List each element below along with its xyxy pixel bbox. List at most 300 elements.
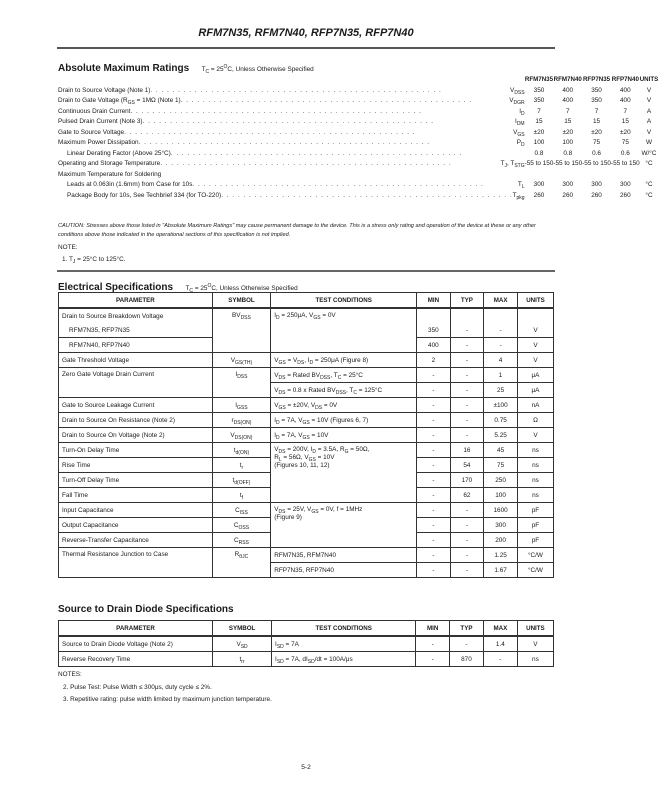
value-cell: - <box>484 323 518 338</box>
rating-unit: V <box>646 128 652 136</box>
parameter-cell: Gate Threshold Voltage <box>59 353 213 368</box>
dot-leader: . . . . . . . . . . . . . . . . . . . . . . . . . . . . . . . . . . . . . . . . . . . . . . . . . . . . . <box>170 149 463 157</box>
caution-text: CAUTION: Stresses above those listed in "Absolute Maximum Ratings" may cause permanent damage to the device. This is a stress only rating and operation of the device at these or any other conditions above those indicated in the operational sections of this specification is not implied. <box>58 223 536 238</box>
dot-leader: . . . . . . . . . . . . . . . . . . . . . . . . . . . . . . . . . . . . . . . . . . . . . . . . . . . . . <box>138 139 431 147</box>
abs-max-row <box>58 159 658 170</box>
rating-label-line <box>58 108 525 115</box>
table-row <box>59 503 554 518</box>
rating-value: 100 <box>562 139 574 147</box>
rating-value: 15 <box>621 118 629 126</box>
value-min: - <box>417 533 451 548</box>
empty-cell <box>582 169 611 180</box>
parameter-cell: Reverse-Transfer Capacitance <box>59 533 213 548</box>
parameter-cell: Source to Drain Diode Voltage (Note 2) <box>59 636 213 652</box>
value-min: - <box>417 428 451 443</box>
rating-label <box>58 190 525 201</box>
dot-leader: . . . . . . . . . . . . . . . . . . . . . . . . . . . . . . . . . . . . . . . . . . . . . . . . . . . . . <box>192 181 484 189</box>
value-typ: - <box>450 518 484 533</box>
abs-max-row <box>58 138 658 149</box>
rating-value: 100 <box>533 139 545 147</box>
condition-line: $R_L = 56\Omega$, $V_{GS} = 10V$ <box>274 454 335 463</box>
value-min: - <box>417 458 451 473</box>
parameter-variant: RFM7N40, RFP7N40 <box>59 338 213 353</box>
table-row <box>59 443 554 458</box>
value-max: 75 <box>484 458 518 473</box>
value-unit: μA <box>517 383 553 398</box>
rating-label-line <box>67 181 525 191</box>
value-min: - <box>417 383 451 398</box>
symbol-cell: $V_{DS(ON)}$ <box>212 428 271 443</box>
dot-leader: . . . . . . . . . . . . . . . . . . . . . . . . . . . . . . . . . . . . . . . . . . . . . . . . . . . . . <box>221 191 513 199</box>
value-max: 1600 <box>484 503 518 518</box>
value-unit: ns <box>517 473 553 488</box>
symbol-cell: $t_r$ <box>212 458 271 473</box>
rating-value: 75 <box>621 139 629 147</box>
value-unit: V <box>517 428 553 443</box>
table-header-row <box>59 621 554 637</box>
parameter-cell: Gate to Source Leakage Current <box>59 398 213 413</box>
symbol-cell: $BV_{DSS}$ <box>212 308 271 353</box>
value-max: 1.25 <box>484 548 518 563</box>
column-header: UNITS <box>517 621 553 637</box>
symbol-cell: $I_{GSS}$ <box>212 398 271 413</box>
value-max: 300 <box>484 518 518 533</box>
column-header: RFP7N40 <box>611 76 639 83</box>
rating-label <box>58 148 525 159</box>
column-header: MAX <box>484 293 518 309</box>
value-cell: - <box>450 338 484 353</box>
value-min: - <box>417 398 451 413</box>
rating-symbol: $V_{GS}$ <box>513 128 525 138</box>
rating-value: 260 <box>562 191 574 199</box>
table-row <box>59 548 554 563</box>
test-condition-cell: $V_{DS}$ = Rated $BV_{DSS}$, $T_C = 25^\circ C$ <box>271 368 417 383</box>
parameter-cell: Turn-On Delay Time <box>59 443 213 458</box>
rating-symbol: $T_L$ <box>517 181 525 191</box>
rating-symbol: $I_{DM}$ <box>515 118 525 128</box>
symbol-cell: $t_f$ <box>212 488 271 503</box>
symbol-cell: $C_{RSS}$ <box>212 533 271 548</box>
value-unit: ns <box>517 652 553 667</box>
value-unit: ns <box>517 458 553 473</box>
column-header: SYMBOL <box>213 621 272 637</box>
symbol-cell: $r_{DS(ON)}$ <box>212 413 271 428</box>
note-3: 3. Repetitive rating: pulse width limited by maximum junction temperature. <box>63 696 272 703</box>
table-row <box>59 428 554 443</box>
electrical-specs-title: Electrical Specifications <box>58 282 174 293</box>
value-min: - <box>417 563 451 578</box>
symbol-cell: $t_{d(ON)}$ <box>212 443 271 458</box>
rating-label <box>58 127 525 138</box>
symbol-cell: $C_{OSS}$ <box>212 518 271 533</box>
rating-name: Gate to Source Voltage <box>58 128 125 136</box>
rating-symbol: $T_J$, $T_{STG}$ <box>500 160 525 170</box>
abs-max-condition: $T_C = 25^OC$, Unless Otherwise Specified <box>201 64 314 75</box>
rating-value: 350 <box>533 97 545 105</box>
rating-name: Maximum Power Dissipation <box>58 139 139 147</box>
test-condition-cell: RFP7N35, RFP7N40 <box>271 563 417 578</box>
abs-max-header-row <box>58 74 658 85</box>
page-number: 5-2 <box>301 764 311 771</box>
diode-specs-title: Source to Drain Diode Specifications <box>58 604 234 615</box>
empty-cell <box>417 308 451 323</box>
empty-cell <box>484 308 518 323</box>
empty-cell <box>450 308 484 323</box>
abs-max-row <box>58 127 658 138</box>
rating-value: 7 <box>565 107 570 115</box>
rating-value: 0.6 <box>592 149 601 157</box>
table-row <box>59 413 554 428</box>
column-header: SYMBOL <box>212 293 271 309</box>
rating-label-line <box>58 160 525 170</box>
rating-value: 350 <box>533 86 545 94</box>
absolute-maximum-ratings-section <box>58 58 658 201</box>
rating-value: 15 <box>592 118 601 126</box>
rating-label <box>58 117 525 128</box>
value-min: - <box>416 636 450 652</box>
test-condition-cell: RFM7N35, RFM7N40 <box>271 548 417 563</box>
table-row <box>59 353 554 368</box>
value-min: - <box>417 488 451 503</box>
value-max: 5.25 <box>484 428 518 443</box>
rating-label-line <box>58 97 525 107</box>
column-header: TEST CONDITIONS <box>272 621 416 637</box>
value-unit: °C/W <box>517 548 553 563</box>
empty-cell <box>525 169 554 180</box>
empty-cell <box>517 308 553 323</box>
test-condition-cell: $I_{SD} = 7A$ <box>272 636 416 652</box>
parameter-cell: Drain to Source On Voltage (Note 2) <box>59 428 213 443</box>
section-rule <box>57 270 555 272</box>
parameter-cell: Output Capacitance <box>59 518 213 533</box>
table-header-row <box>59 293 554 309</box>
rating-name: Drain to Gate Voltage ($R_{GS} = 1M\Omega$ (Note 1) <box>58 97 181 107</box>
value-typ: - <box>450 533 484 548</box>
table-row <box>59 636 554 652</box>
note-header: NOTE: <box>58 244 78 251</box>
abs-max-table <box>58 74 658 201</box>
rating-value: ±20 <box>562 128 574 136</box>
parameter-cell: Rise Time <box>59 458 213 473</box>
value-min: - <box>417 368 451 383</box>
rating-value: 0.8 <box>534 149 544 157</box>
value-max: 1 <box>484 368 518 383</box>
notes-header: NOTES: <box>58 671 82 678</box>
empty-cell <box>640 169 658 180</box>
parameter-variant: RFM7N35, RFP7N35 <box>59 323 213 338</box>
value-max: 1.4 <box>483 636 517 652</box>
column-header: UNITS <box>639 76 658 83</box>
column-header: TYP <box>450 621 484 637</box>
value-min: - <box>417 548 451 563</box>
rating-symbol: $T_{pkg}$ <box>512 191 525 201</box>
rating-symbol: $V_{DGR}$ <box>509 97 525 107</box>
note-1: 1. $T_J = 25^\circ C$ to 125°C. <box>62 256 126 265</box>
value-max: 0.75 <box>484 413 518 428</box>
value-min: 2 <box>417 353 451 368</box>
column-header: MIN <box>417 293 451 309</box>
test-condition-cell <box>271 443 417 503</box>
value-min: - <box>417 503 451 518</box>
value-max: 25 <box>484 383 518 398</box>
value-max: 45 <box>484 443 518 458</box>
rating-value: 260 <box>619 191 631 199</box>
dot-leader: . . . . . . . . . . . . . . . . . . . . . . . . . . . . . . . . . . . . . . . . . . . . . . . . . . . . . <box>180 97 473 105</box>
abs-max-row <box>58 148 658 159</box>
value-typ: - <box>450 503 484 518</box>
electrical-specs-condition: $T_C = 25^OC$, Unless Otherwise Specified <box>185 283 298 294</box>
symbol-cell: $C_{ISS}$ <box>212 503 271 518</box>
value-typ: - <box>450 428 484 443</box>
dot-leader: . . . . . . . . . . . . . . . . . . . . . . . . . . . . . . . . . . . . . . . . . . . . . . . . . . . . . <box>150 86 442 94</box>
value-cell: - <box>450 323 484 338</box>
rating-label-line <box>58 87 525 94</box>
column-header: RFM7N40 <box>553 76 582 83</box>
table-row <box>59 398 554 413</box>
rating-label-line <box>58 118 525 128</box>
table-row <box>59 368 554 383</box>
abs-max-title: Absolute Maximum Ratings <box>58 63 190 74</box>
value-cell: 350 <box>417 323 451 338</box>
rating-name: Pulsed Drain Current (Note 3) <box>58 118 143 126</box>
symbol-cell: $I_{DSS}$ <box>212 368 271 398</box>
rating-value: ±20 <box>620 128 631 136</box>
dot-leader: . . . . . . . . . . . . . . . . . . . . . . . . . . . . . . . . . . . . . . . . . . . . . . . . . . . . . <box>124 128 416 136</box>
rating-value: 260 <box>533 191 545 199</box>
rating-value: 350 <box>591 97 602 105</box>
value-unit: pF <box>517 503 553 518</box>
rating-value: 300 <box>591 181 602 189</box>
rating-value: 260 <box>591 191 602 199</box>
rating-symbol: $V_{DSS}$ <box>510 86 525 96</box>
dot-leader: . . . . . . . . . . . . . . . . . . . . . . . . . . . . . . . . . . . . . . . . . . . . . . . . . . . . . <box>142 118 434 126</box>
table-row <box>59 308 554 323</box>
rating-value: 0.8 <box>563 149 573 157</box>
rating-value: -55 to 150 <box>524 160 554 168</box>
rating-name: Drain to Source Voltage (Note 1) <box>58 86 151 94</box>
value-max: 100 <box>484 488 518 503</box>
column-header: TEST CONDITIONS <box>271 293 417 309</box>
header-rule <box>57 47 555 49</box>
test-condition-cell: $I_{SD} = 7A$, $dI_{SD}/dt = 100A/\mu s$ <box>272 652 416 667</box>
value-typ: - <box>450 636 484 652</box>
value-typ: - <box>450 353 484 368</box>
parameter-cell: Reverse Recovery Time <box>59 652 213 667</box>
rating-value: 7 <box>537 107 541 115</box>
value-unit: V <box>517 353 553 368</box>
value-cell: V <box>517 323 553 338</box>
rating-value: ±20 <box>533 128 545 136</box>
diode-specs-table <box>58 620 554 667</box>
dot-leader: . . . . . . . . . . . . . . . . . . . . . . . . . . . . . . . . . . . . . . . . . . . . . . . . . . . . . <box>160 160 452 168</box>
value-max: 250 <box>484 473 518 488</box>
rating-name: Leads at 0.063in (1.6mm) from Case for 10s <box>67 181 193 189</box>
column-header: PARAMETER <box>59 621 213 637</box>
rating-unit: V <box>646 97 652 105</box>
value-unit: Ω <box>517 413 553 428</box>
rating-name: Package Body for 10s, See Techbrief 334 (for TO-220) <box>67 191 222 199</box>
abs-max-row <box>58 190 658 201</box>
rating-label <box>58 106 525 117</box>
rating-value: 400 <box>619 97 631 105</box>
value-unit: °C/W <box>517 563 553 578</box>
value-max: - <box>483 652 517 667</box>
note-2: 2. Pulse Test: Pulse Width ≤ 300μs, duty cycle ≤ 2%. <box>63 683 212 691</box>
empty-cell <box>553 169 582 180</box>
column-header: RFM7N35 <box>524 76 554 83</box>
value-typ: 62 <box>450 488 484 503</box>
column-header: PARAMETER <box>59 293 213 309</box>
rating-label <box>58 180 525 191</box>
value-unit: pF <box>517 533 553 548</box>
electrical-specs-table <box>58 292 554 578</box>
condition-line: $V_{DS} = 200V$, $I_D = 3.5A$, $R_G = 50\Omega$, <box>274 446 370 455</box>
value-typ: 170 <box>450 473 484 488</box>
test-condition-cell: $I_D = 250\mu A$, $V_{GS} = 0V$ <box>271 308 417 353</box>
rating-value: ±20 <box>591 128 602 136</box>
parameter-cell: Thermal Resistance Junction to Case <box>59 548 213 578</box>
value-typ: - <box>450 368 484 383</box>
symbol-cell: $R_{\theta JC}$ <box>212 548 271 578</box>
diode-notes <box>58 669 272 707</box>
value-typ: - <box>450 563 484 578</box>
rating-unit: A <box>646 107 652 115</box>
value-min: - <box>417 473 451 488</box>
rating-unit: A <box>646 118 652 126</box>
value-unit: μA <box>517 368 553 383</box>
column-header: RFP7N35 <box>582 76 611 83</box>
table-row <box>59 652 554 667</box>
value-cell: 400 <box>417 338 451 353</box>
rating-label-line <box>58 129 525 136</box>
column-header: TYP <box>450 293 484 309</box>
value-typ: - <box>450 383 484 398</box>
value-unit: pF <box>517 518 553 533</box>
parameter-cell: Zero Gate Voltage Drain Current <box>59 368 213 398</box>
test-condition-cell: $I_D = 7A$, $V_{GS} = 10V$ <box>271 428 417 443</box>
test-condition-cell: $I_D = 7A$, $V_{GS} = 10V$ (Figures 6, 7) <box>271 413 417 428</box>
rating-label-line <box>67 192 525 199</box>
rating-name: Operating and Storage Temperature <box>58 160 161 168</box>
empty-cell <box>611 169 640 180</box>
rating-value: 400 <box>619 86 631 94</box>
condition-line: (Figure 9) <box>274 514 302 521</box>
rating-value: 400 <box>562 86 574 94</box>
abs-max-row <box>58 106 658 117</box>
value-cell: V <box>517 338 553 353</box>
dot-leader: . . . . . . . . . . . . . . . . . . . . . . . . . . . . . . . . . . . . . . . . . . . . . . . . . . . . . <box>130 107 422 115</box>
rating-symbol: $I_D$ <box>519 107 525 117</box>
abs-max-row <box>58 169 658 180</box>
value-min: - <box>416 652 450 667</box>
value-typ: 54 <box>450 458 484 473</box>
rating-value: 0.6 <box>620 149 630 157</box>
test-condition-cell: $V_{GS} = \pm 20V$, $V_{DS} = 0V$ <box>271 398 417 413</box>
column-header: MIN <box>416 621 450 637</box>
value-cell: - <box>484 338 518 353</box>
document-header-title: RFM7N35, RFM7N40, RFP7N35, RFP7N40 <box>198 27 414 39</box>
rating-value: -55 to 150 <box>610 160 640 168</box>
rating-value: 7 <box>623 107 628 115</box>
rating-value: -55 to 150 <box>582 160 611 168</box>
rating-name: Continuous Drain Current <box>58 107 131 115</box>
rating-value: 300 <box>533 181 545 189</box>
rating-value: 15 <box>535 118 543 126</box>
condition-line: $V_{DS} = 25V$, $V_{GS} = 0V$, f = 1MHz <box>274 506 363 515</box>
value-max: 200 <box>484 533 518 548</box>
parameter-cell: Drain to Source Breakdown Voltage <box>59 308 213 323</box>
rating-unit: °C <box>645 160 653 168</box>
test-condition-cell: $V_{GS} = V_{DS}$, $I_D = 250\mu A$ (Figure 8) <box>271 353 417 368</box>
rating-label <box>58 85 525 96</box>
test-condition-cell <box>271 503 417 548</box>
value-unit: ns <box>517 488 553 503</box>
value-min: - <box>417 443 451 458</box>
rating-value: 300 <box>562 181 574 189</box>
value-typ: - <box>450 398 484 413</box>
rating-label-line <box>58 139 525 149</box>
parameter-cell: Input Capacitance <box>59 503 213 518</box>
rating-unit: W <box>645 139 653 147</box>
value-typ: 16 <box>450 443 484 458</box>
rating-unit: °C <box>645 181 653 189</box>
parameter-cell: Fall Time <box>59 488 213 503</box>
rating-label <box>58 159 525 170</box>
rating-value: -55 to 150 <box>553 160 583 168</box>
rating-value: 75 <box>592 139 601 147</box>
value-unit: nA <box>517 398 553 413</box>
value-unit: ns <box>517 443 553 458</box>
value-unit: V <box>517 636 553 652</box>
value-max: 4 <box>484 353 518 368</box>
rating-label: Maximum Temperature for Soldering <box>58 170 162 178</box>
value-typ: - <box>450 548 484 563</box>
value-min: - <box>417 518 451 533</box>
parameter-cell: Turn-Off Delay Time <box>59 473 213 488</box>
rating-name: Linear Derating Factor (Above 25°C) <box>67 149 171 157</box>
rating-label <box>58 96 525 107</box>
abs-max-row <box>58 180 658 191</box>
symbol-cell: $V_{GS(TH)}$ <box>212 353 271 368</box>
symbol-cell: $V_{SD}$ <box>213 636 272 652</box>
rating-unit: °C <box>645 191 653 199</box>
parameter-cell: Drain to Source On Resistance (Note 2) <box>59 413 213 428</box>
abs-max-row <box>58 96 658 107</box>
column-header: UNITS <box>517 293 553 309</box>
rating-value: 300 <box>619 181 631 189</box>
value-max: 1.67 <box>484 563 518 578</box>
symbol-cell: $t_{rr}$ <box>213 652 272 667</box>
test-condition-cell: $V_{DS} = 0.8$ x Rated $BV_{DSS}$, $T_C = 125^\circ C$ <box>271 383 417 398</box>
condition-line: (Figures 10, 11, 12) <box>274 462 330 469</box>
rating-symbol: $P_D$ <box>516 139 525 149</box>
rating-value: 7 <box>594 107 599 115</box>
rating-unit: W/°C <box>641 149 657 157</box>
rating-unit: V <box>646 86 652 94</box>
abs-max-row <box>58 85 658 96</box>
rating-label-line <box>67 150 525 157</box>
symbol-cell: $t_{d(OFF)}$ <box>212 473 271 488</box>
value-max: ±100 <box>484 398 518 413</box>
value-min: - <box>417 413 451 428</box>
column-header: MAX <box>483 621 517 637</box>
rating-value: 350 <box>591 86 602 94</box>
value-typ: - <box>450 413 484 428</box>
rating-value: 15 <box>564 118 572 126</box>
value-typ: 870 <box>450 652 484 667</box>
rating-label <box>58 138 525 149</box>
rating-value: 400 <box>562 97 574 105</box>
